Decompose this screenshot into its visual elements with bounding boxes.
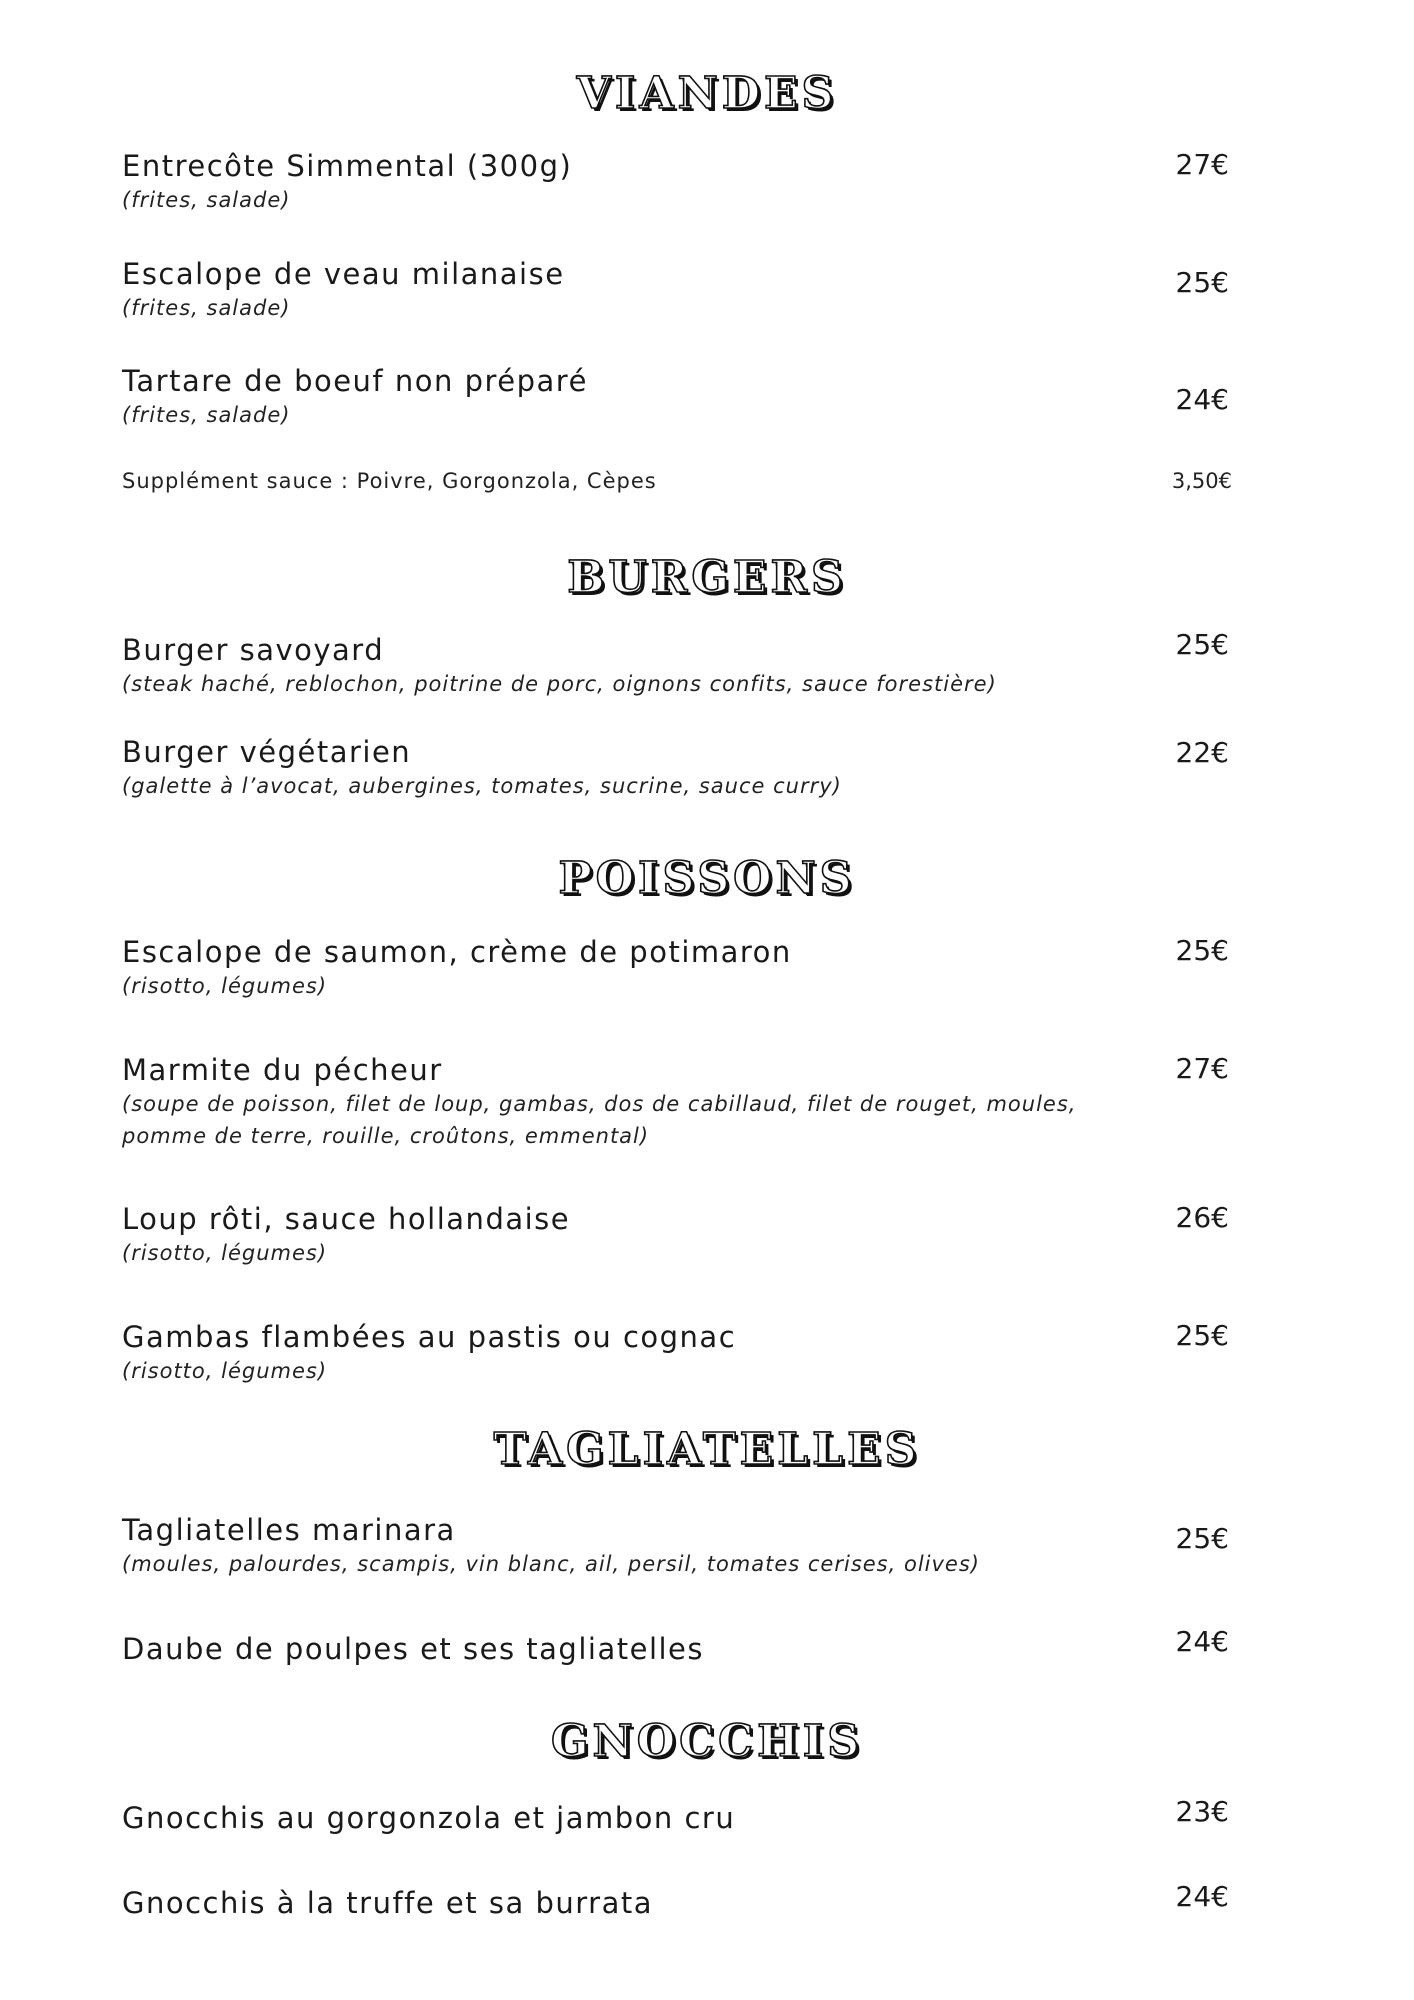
menu-item (122, 256, 1232, 324)
sauce-supplement: Supplément sauce : Poivre, Gorgonzola, Cèpes (122, 469, 657, 493)
menu-item (122, 1319, 1232, 1387)
item-price: 25€ (1175, 266, 1229, 299)
item-name: Gnocchis au gorgonzola et jambon cru (122, 1801, 736, 1835)
item-description-continued: pomme de terre, rouille, croûtons, emmental) (122, 1124, 650, 1148)
item-description: (galette à l’avocat, aubergines, tomates, sucrine, sauce curry) (122, 774, 842, 798)
item-name: Burger végétarien (122, 735, 412, 769)
item-description: (frites, salade) (122, 296, 291, 320)
menu-item (122, 1201, 1232, 1269)
item-name: Entrecôte Simmental (300g) (122, 149, 573, 183)
item-price: 26€ (1175, 1201, 1229, 1234)
item-price: 24€ (1175, 383, 1229, 416)
item-description: (frites, salade) (122, 403, 291, 427)
item-price: 24€ (1175, 1880, 1229, 1913)
item-name: Gnocchis à la truffe et sa burrata (122, 1886, 654, 1920)
item-name: Escalope de saumon, crème de potimaron (122, 935, 792, 969)
item-name: Escalope de veau milanaise (122, 257, 565, 291)
menu-item (122, 1052, 1232, 1152)
menu-item (122, 148, 1232, 216)
item-description: (soupe de poisson, filet de loup, gambas, dos de cabillaud, filet de rouget, moules, (122, 1092, 1077, 1116)
menu-item (122, 632, 1232, 700)
section-title-gnocchis: GNOCCHIS (550, 1716, 864, 1767)
item-price: 27€ (1175, 1052, 1229, 1085)
section-title-tagliatelles: TAGLIATELLES (493, 1424, 921, 1475)
item-name: Burger savoyard (122, 633, 385, 667)
item-name: Tartare de boeuf non préparé (122, 364, 588, 398)
item-price: 25€ (1175, 1522, 1229, 1555)
item-description: (steak haché, reblochon, poitrine de porc, oignons confits, sauce forestière) (122, 672, 997, 696)
item-price: 22€ (1175, 736, 1229, 769)
item-description: (risotto, légumes) (122, 1241, 328, 1265)
item-price: 27€ (1175, 148, 1229, 181)
item-name: Marmite du pécheur (122, 1053, 443, 1087)
menu-item (122, 934, 1232, 1002)
section-title-viandes: VIANDES (576, 68, 838, 119)
menu-item (122, 1885, 1232, 1921)
section-title-burgers: BURGERS (567, 552, 847, 603)
item-name: Daube de poulpes et ses tagliatelles (122, 1632, 705, 1666)
item-price: 25€ (1175, 1319, 1229, 1352)
item-price: 25€ (1175, 934, 1229, 967)
item-description: (frites, salade) (122, 188, 291, 212)
menu-item (122, 1512, 1232, 1580)
item-name: Tagliatelles marinara (122, 1513, 456, 1547)
section-title-poissons: POISSONS (558, 853, 856, 904)
menu-item (122, 734, 1232, 802)
item-description: (moules, palourdes, scampis, vin blanc, ail, persil, tomates cerises, olives) (122, 1552, 980, 1576)
item-name: Loup rôti, sauce hollandaise (122, 1202, 571, 1236)
item-price: 23€ (1175, 1795, 1229, 1828)
item-price: 25€ (1175, 628, 1229, 661)
menu-item (122, 363, 1232, 431)
item-description: (risotto, légumes) (122, 1359, 328, 1383)
menu-item (122, 1631, 1232, 1667)
item-price: 24€ (1175, 1625, 1229, 1658)
item-name: Gambas flambées au pastis ou cognac (122, 1320, 737, 1354)
menu-item (122, 1800, 1232, 1836)
item-description: (risotto, légumes) (122, 974, 328, 998)
sauce-supplement-price: 3,50€ (1171, 469, 1232, 493)
